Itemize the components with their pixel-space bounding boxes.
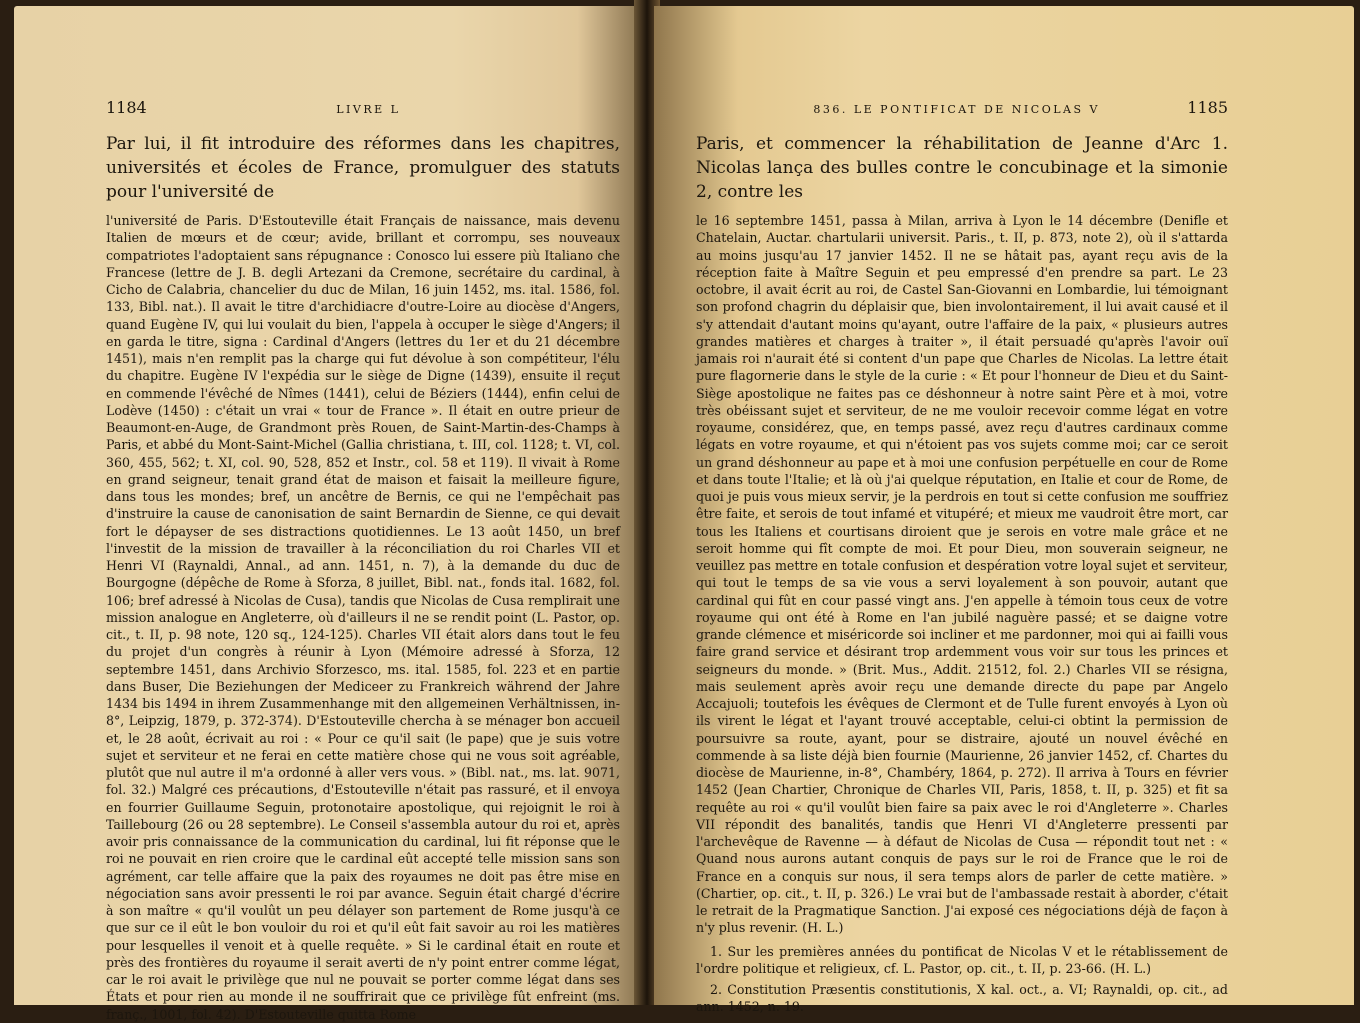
left-running-head: LIVRE L <box>336 103 401 116</box>
footnote-2: 2. Constitution Præsentis constitutionis, X kal. oct., a. VI; Raynaldi, op. cit., ad ann. 1452, n. 19. <box>696 982 1228 1015</box>
left-note-text: l'université de Paris. D'Estouteville était Français de naissance, mais devenu Italien de mœurs et de cœur; avide, brillant et corrompu, ses nouveaux compatriotes l'adoptaient sans répugnance : Conosco lui essere più Italiano che Francese (lettre de J. B. degli Artezani da Cremone, secrétaire du cardinal, à Cicho de Calabria, chancelier du duc de Milan, 16 juin 1452, ms. ital. 1586, fol. 133, Bibl. nat.). Il avait le titre d'archidiacre d'outre-Loire au diocèse d'Angers, quand Eugène IV, qui lui voulait du bien, l'appela à occuper le siège d'Angers; il en garda le titre, signa : Cardinal d'Angers (lettres du 1er et du 21 décembre 1451), mais n'en remplit pas la charge qui fut dévolue à son compétiteur, l'élu du chapitre. Eugène IV l'expédia sur le siège de Digne (1439), ensuite il reçut en commende l'évêché de Nîmes (1441), celui de Béziers (1444), enfin celui de Lodève (1450) : c'était un vrai « tour de France ». Il était en outre prieur de Beaumont-en-Auge, de Grandmont près Rouen, de Saint-Martin-des-Champs à Paris, et abbé du Mont-Saint-Michel (Gallia christiana, t. III, col. 1128; t. VI, col. 360, 455, 562; t. XI, col. 90, 528, 852 et Instr., col. 58 et 119). Il vivait à Rome en grand seigneur, tenait grand état de maison et faisait la meilleure figure, dans tous les mondes; bref, un ancêtre de Bernis, ce qui ne l'empêchait pas d'instruire la cause de canonisation de saint Bernardin de Sienne, ce qui devait fort le dépayser de ses distractions quotidiennes. Le 13 août 1450, un bref l'investit de la mission de travailler à la réconciliation du roi Charles VII et Henri VI (Raynaldi, Annal., ad ann. 1451, n. 7), à la demande du duc de Bourgogne (dépêche de Rome à Sforza, 8 juillet, Bibl. nat., fonds ital. 1682, fol. 106; bref adressé à Nicolas de Cusa), tandis que Nicolas de Cusa remplirait une mission analogue en Angleterre, où d'ailleurs il ne se rendit point (L. Pastor, op. cit., t. II, p. 98 note, 120 sq., 124-125). Charles VII était alors dans tout le feu du projet d'un congrès à réunir à Lyon (Mémoire adressé à Sforza, 12 septembre 1451, dans Archivio Sforzesco, ms. ital. 1585, fol. 223 et en partie dans Buser, Die Beziehungen der Mediceer zu Frankreich während der Jahre 1434 bis 1494 in ihrem Zusammenhange mit den allgemeinen Verhältnissen, in-8°, Leipzig, 1879, p. 372-374). D'Estouteville chercha à se ménager bon accueil et, le 28 août, écrivait au roi : « Pour ce qu'il sait (le pape) que je suis votre sujet et serviteur et ne ferai en cette matière chose qui ne vous soit agréable, plutôt que nul autre il m'a ordonné à aller vers vous. » (Bibl. nat., ms. lat. 9071, fol. 32.) Malgré ces précautions, d'Estouteville n'était pas rassuré, et il envoya en fourrier Guillaume Seguin, protonotaire apostolique, qui rejoignit le roi à Taillebourg (26 ou 28 septembre). Le Conseil s'assembla autour du roi et, après avoir pris connaissance de la communication du cardinal, lui fit réponse que le roi ne pouvait en rien croire que le cardinal eût accepté telle mission sans son agrément, car telle affaire que la paix des royaumes ne doit pas être mise en négociation sans avoir pressenti le roi par avance. Seguin était chargé d'écrire à son maître « qu'il voulût un peu délayer son partement de Rome jusqu'à ce que sur ce il eût le bon vouloir du roi et qu'il eût fait savoir au roi les matières pour lesquelles il venoit et à quelle requête. » Si le cardinal était en route et près des frontières du royaume il serait averti de n'y point entrer comme légat, car le roi avait le privilège que nul ne pouvait se porter comme légat dans ses États et pour rien au monde il ne souffrirait que ce privilège fût enfreint (ms. franç., 1001, fol. 42). D'Estouteville quitta Rome <box>106 213 620 1022</box>
left-page <box>14 6 640 1022</box>
footnote-1: 1. Sur les premières années du pontificat de Nicolas V et le rétablissement de l'ordre politique et religieux, cf. L. Pastor, op. cit., t. II, p. 23-66. (H. L.) <box>696 943 1228 976</box>
right-page <box>654 6 1354 1015</box>
right-running-head: 836. LE PONTIFICAT DE NICOLAS V <box>813 103 1100 116</box>
left-page-header <box>106 98 620 128</box>
left-page-number: 1184 <box>106 98 147 117</box>
right-page-header <box>696 98 1228 128</box>
right-note-text: le 16 septembre 1451, passa à Milan, arriva à Lyon le 14 décembre (Denifle et Chatelain, Auctar. chartularii universit. Paris., t. II, p. 873, note 2), où il s'attarda au moins jusqu'au 17 janvier 1452. Il ne se hâtait pas, ayant reçu avis de la réception faite à Maître Seguin et peu empressé d'en prendre sa part. Le 23 octobre, il avait écrit au roi, de Castel San-Giovanni en Lombardie, lui témoignant son profond chagrin du déplaisir que, bien involontairement, il lui avait causé et il s'y attendait d'autant moins qu'ayant, outre l'affaire de la paix, « plusieurs autres grandes matières et charges à traiter », il était persuadé qu'après l'avoir ouï jamais roi n'aurait été si content d'un pape que Charles de Nicolas. La lettre était pure flagornerie dans le style de la curie : « Et pour l'honneur de Dieu et du Saint-Siège apostolique ne faites pas ce déshonneur à notre saint Père et à moi, votre très obéissant sujet et serviteur, de ne me vouloir recevoir comme légat en votre royaume, considérez, que, en temps passé, avez reçu d'autres cardinaux comme légats en votre royaume, et qui n'étoient pas vos sujets comme moi; car ce seroit un grand déshonneur au pape et à moi une confusion perpétuelle en cour de Rome et dans toute l'Italie; et là où j'ai quelque réputation, en Italie et cour de Rome, de quoi je puis vous mieux servir, je la perdrois en tout si cette confusion me souffriez être faite, et serois de tout infamé et vitupéré; et mieux me vaudroit être mort, car tous les Italiens et courtisans diroient que je serois en votre male grâce et ne seroit homme qui fît compte de moi. Et pour Dieu, mon souverain seigneur, ne veuillez pas mettre en totale confusion et despération votre loyal sujet et serviteur, qui tout le temps de sa vie vous a servi loyalement à son pouvoir, autant que cardinal qui fût en cour passé vingt ans. J'en appelle à témoin tous ceux de votre royaume qui ont été à Rome en l'an jubilé naguère passé; et se daigne votre grande clémence et miséricorde soi incliner et me pardonner, moi qui ai failli vous faire grand service et désirant trop ardemment vous voir sur tous les princes et seigneurs du monde. » (Brit. Mus., Addit. 21512, fol. 2.) Charles VII se résigna, mais seulement après avoir reçu une demande directe du pape par Angelo Accajuoli; toutefois les évêques de Clermont et de Tulle furent envoyés à Lyon où ils virent le légat et l'ayant trouvé acceptable, celui-ci obtint la permission de poursuivre sa route, ayant, pour se distraire, ajouté un nouvel évêché en commende à sa liste déjà bien fournie (Maurienne, 26 janvier 1452, cf. Chartes du diocèse de Maurienne, in-8°, Chambéry, 1864, p. 272). Il arriva à Tours en février 1452 (Jean Chartier, Chronique de Charles VII, Paris, 1858, t. II, p. 325) et fit sa requête au roi « qu'il voulût bien faire sa paix avec le roi d'Angleterre ». Charles VII répondit des banalités, tandis que Henri VI d'Angleterre pressenti par l'archevêque de Ravenne — à défaut de Nicolas de Cusa — répondit tout net : « Quand nous aurons autant conquis de pays sur le roi de France que le roi de France en a conquis sur nous, il sera temps alors de parler de cette matière. » (Chartier, op. cit., t. II, p. 326.) Le vrai but de l'ambassade restait à aborder, c'était le retrait de la Pragmatique Sanction. J'ai exposé ces négociations déjà de façon à n'y plus revenir. (H. L.) <box>696 213 1228 936</box>
right-page-number: 1185 <box>1187 98 1228 117</box>
right-lead-paragraph: Paris, et commencer la réhabilitation de Jeanne d'Arc 1. Nicolas lança des bulles contre le concubinage et la simonie 2, contre les <box>696 134 1228 202</box>
left-lead-paragraph: Par lui, il fit introduire des réformes dans les chapitres, universités et écoles de France, promulguer des statuts pour l'université de <box>106 134 620 202</box>
